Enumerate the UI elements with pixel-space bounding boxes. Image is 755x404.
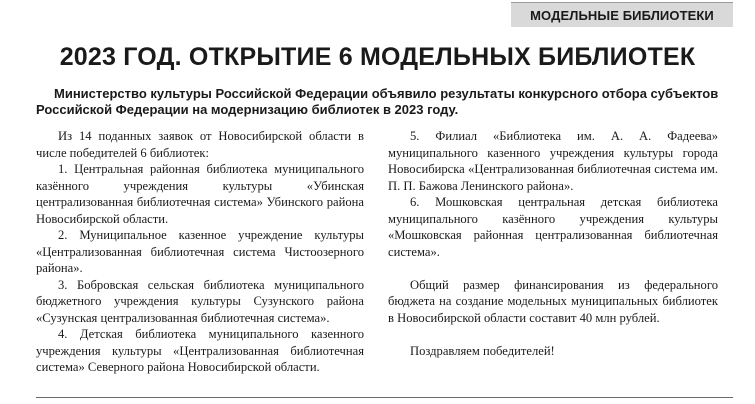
winner-item-4: 4. Детская библиотека муниципального казенного учреждения культуры «Централизованная библиотечная система» Северного района Новосибирской области. [36,327,364,374]
winner-item-1: 1. Центральная районная библиотека муниципального казённого учреждения культуры «Убинская централизованная библиотечная система» Убинского района Новосибирской области. [36,162,364,226]
winner-item-5: 5. Филиал «Библиотека им. А. А. Фадеева» муниципального казенного учреждения культуры города Новосибирска «Централизованная библиотечная система им. П. П. Бажова Ленинского района». [388,129,718,193]
paragraph-spacer [388,260,718,277]
bottom-rule [36,397,733,398]
winner-item-2: 2. Муниципальное казенное учреждение культуры «Централизованная библиотечная система Чистоозерного района». [36,228,364,275]
winner-item-3: 3. Бобровская сельская библиотека муниципального бюджетного учреждения культуры Сузунского района «Сузунская централизованная библиотечная система». [36,277,364,325]
winner-item-6: 6. Мошковская центральная детская библиотека муниципального казённого учреждения культуры «Мошковская районная централизованная библиотечная система». [388,195,718,259]
right-column [388,128,718,359]
closing-line: Поздравляем победителей! [410,343,555,358]
article-lead: Министерство культуры Российской Федерации объявило результаты конкурсного отбора субъектов Российской Федерации на модернизацию библиотек в 2023 году. [36,86,719,117]
paragraph-spacer [388,326,718,343]
section-rubric: МОДЕЛЬНЫЕ БИБЛИОТЕКИ [511,2,733,27]
left-column [36,128,364,376]
intro-paragraph: Из 14 поданных заявок от Новосибирской области в числе победителей 6 библиотек: [36,129,364,160]
article-headline: 2023 ГОД. ОТКРЫТИЕ 6 МОДЕЛЬНЫХ БИБЛИОТЕК [59,43,696,71]
funding-paragraph: Общий размер финансирования из федерального бюджета на создание модельных муниципальных библиотек в Новосибирской области составит 40 млн рублей. [388,277,718,325]
